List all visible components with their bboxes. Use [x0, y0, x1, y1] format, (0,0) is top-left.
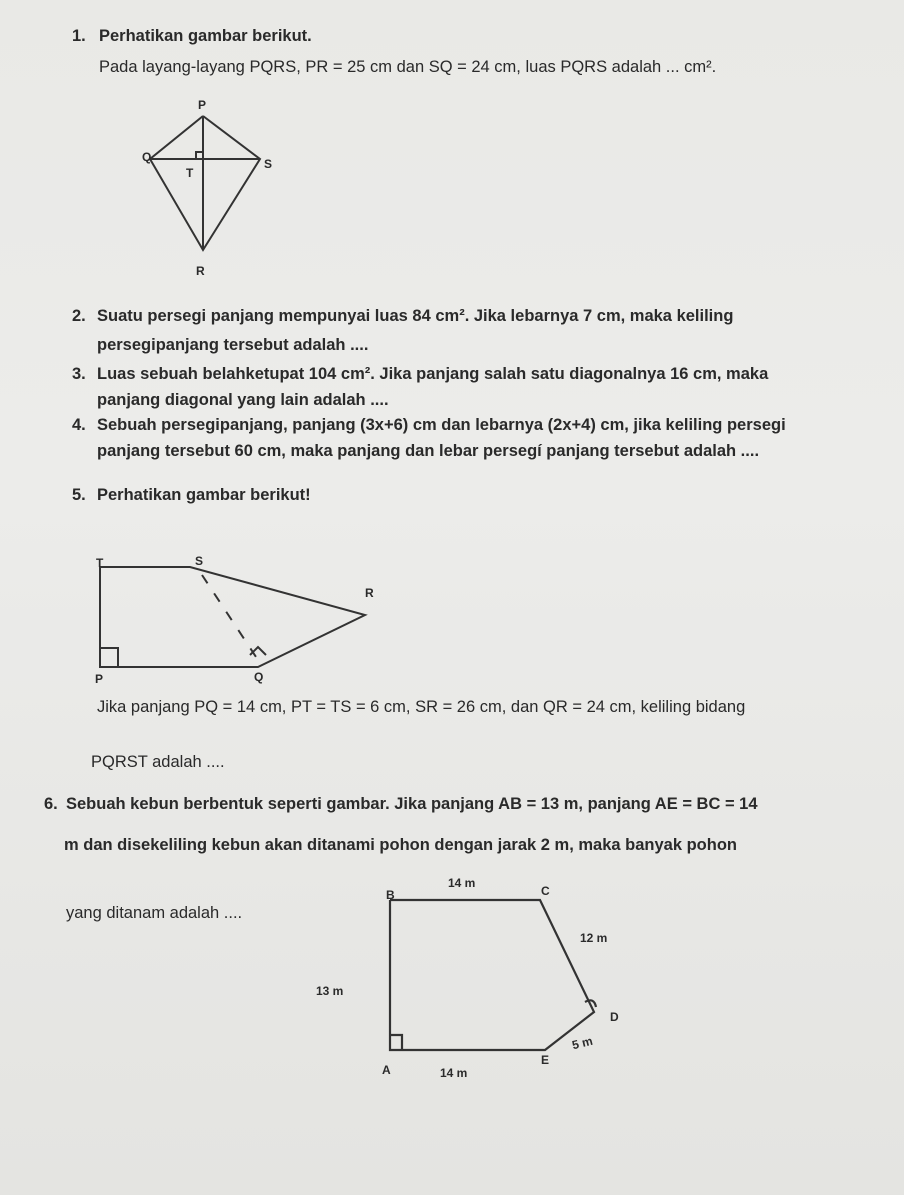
garden-right-angle-a: [390, 1035, 402, 1050]
q3-line2: panjang diagonal yang lain adalah ....: [97, 391, 389, 409]
pentagon-right-angle-p: [100, 648, 118, 667]
kite-outline: [150, 116, 260, 250]
q6-line2: m dan disekeliling kebun akan ditanami pohon dengan jarak 2 m, maka banyak pohon: [64, 836, 737, 854]
pentagon-label-p: P: [95, 672, 104, 686]
pentagon-label-r: R: [365, 586, 374, 600]
pentagon-label-q: Q: [254, 670, 264, 684]
garden-label-d: D: [610, 1010, 619, 1024]
garden-label-b: B: [386, 888, 395, 902]
garden-label-e: E: [541, 1053, 550, 1067]
garden-dim-de: 5 m: [570, 1033, 595, 1053]
q1-number: 1.: [72, 27, 86, 45]
kite-diagram: [110, 92, 310, 282]
garden-outline: [390, 900, 594, 1050]
q4-line2: panjang tersebut 60 cm, maka panjang dan lebar persegí panjang tersebut adalah ....: [97, 442, 760, 460]
q5-number: 5.: [72, 486, 86, 504]
q1-text: Pada layang-layang PQRS, PR = 25 cm dan SQ = 24 cm, luas PQRS adalah ... cm².: [99, 58, 717, 76]
garden-dim-bc: 14 m: [448, 876, 476, 890]
q2-line1: Suatu persegi panjang mempunyai luas 84 cm². Jika lebarnya 7 cm, maka keliling: [97, 307, 734, 325]
kite-label-p: P: [198, 98, 207, 112]
pentagon-label-s: S: [195, 554, 204, 568]
q6-line3: yang ditanam adalah ....: [66, 904, 243, 922]
garden-dim-ab: 13 m: [316, 984, 344, 998]
pentagon-dashed-sq: [202, 575, 260, 663]
garden-label-a: A: [382, 1063, 391, 1077]
garden-dim-cd: 12 m: [580, 931, 608, 945]
garden-dim-ae: 14 m: [440, 1066, 468, 1080]
q3-line1: Luas sebuah belahketupat 104 cm². Jika panjang salah satu diagonalnya 16 cm, maka: [97, 365, 769, 383]
q6-number: 6.: [44, 795, 58, 813]
pentagon-diagram: [90, 555, 390, 685]
q5-line1: Jika panjang PQ = 14 cm, PT = TS = 6 cm, SR = 26 cm, dan QR = 24 cm, keliling bidang: [97, 698, 746, 716]
kite-label-t: T: [186, 166, 194, 180]
kite-right-angle: [196, 152, 203, 159]
q1-title: Perhatikan gambar berikut.: [99, 27, 312, 45]
q2-line2: persegipanjang tersebut adalah ....: [97, 336, 369, 354]
q5-title: Perhatikan gambar berikut!: [97, 486, 311, 504]
q4-line1: Sebuah persegipanjang, panjang (3x+6) cm dan lebarnya (2x+4) cm, jika keliling persegi: [97, 416, 786, 434]
q6-line1: Sebuah kebun berbentuk seperti gambar. Jika panjang AB = 13 m, panjang AE = BC = 14: [66, 795, 758, 813]
kite-label-s: S: [264, 157, 273, 171]
garden-label-c: C: [541, 884, 550, 898]
kite-label-r: R: [196, 264, 205, 278]
pentagon-outline: [100, 567, 365, 667]
q4-number: 4.: [72, 416, 86, 434]
q5-line2: PQRST adalah ....: [91, 753, 225, 771]
q3-number: 3.: [72, 365, 86, 383]
q2-number: 2.: [72, 307, 86, 325]
pentagon-label-t: T: [96, 556, 104, 570]
kite-label-q: Q: [142, 150, 152, 164]
